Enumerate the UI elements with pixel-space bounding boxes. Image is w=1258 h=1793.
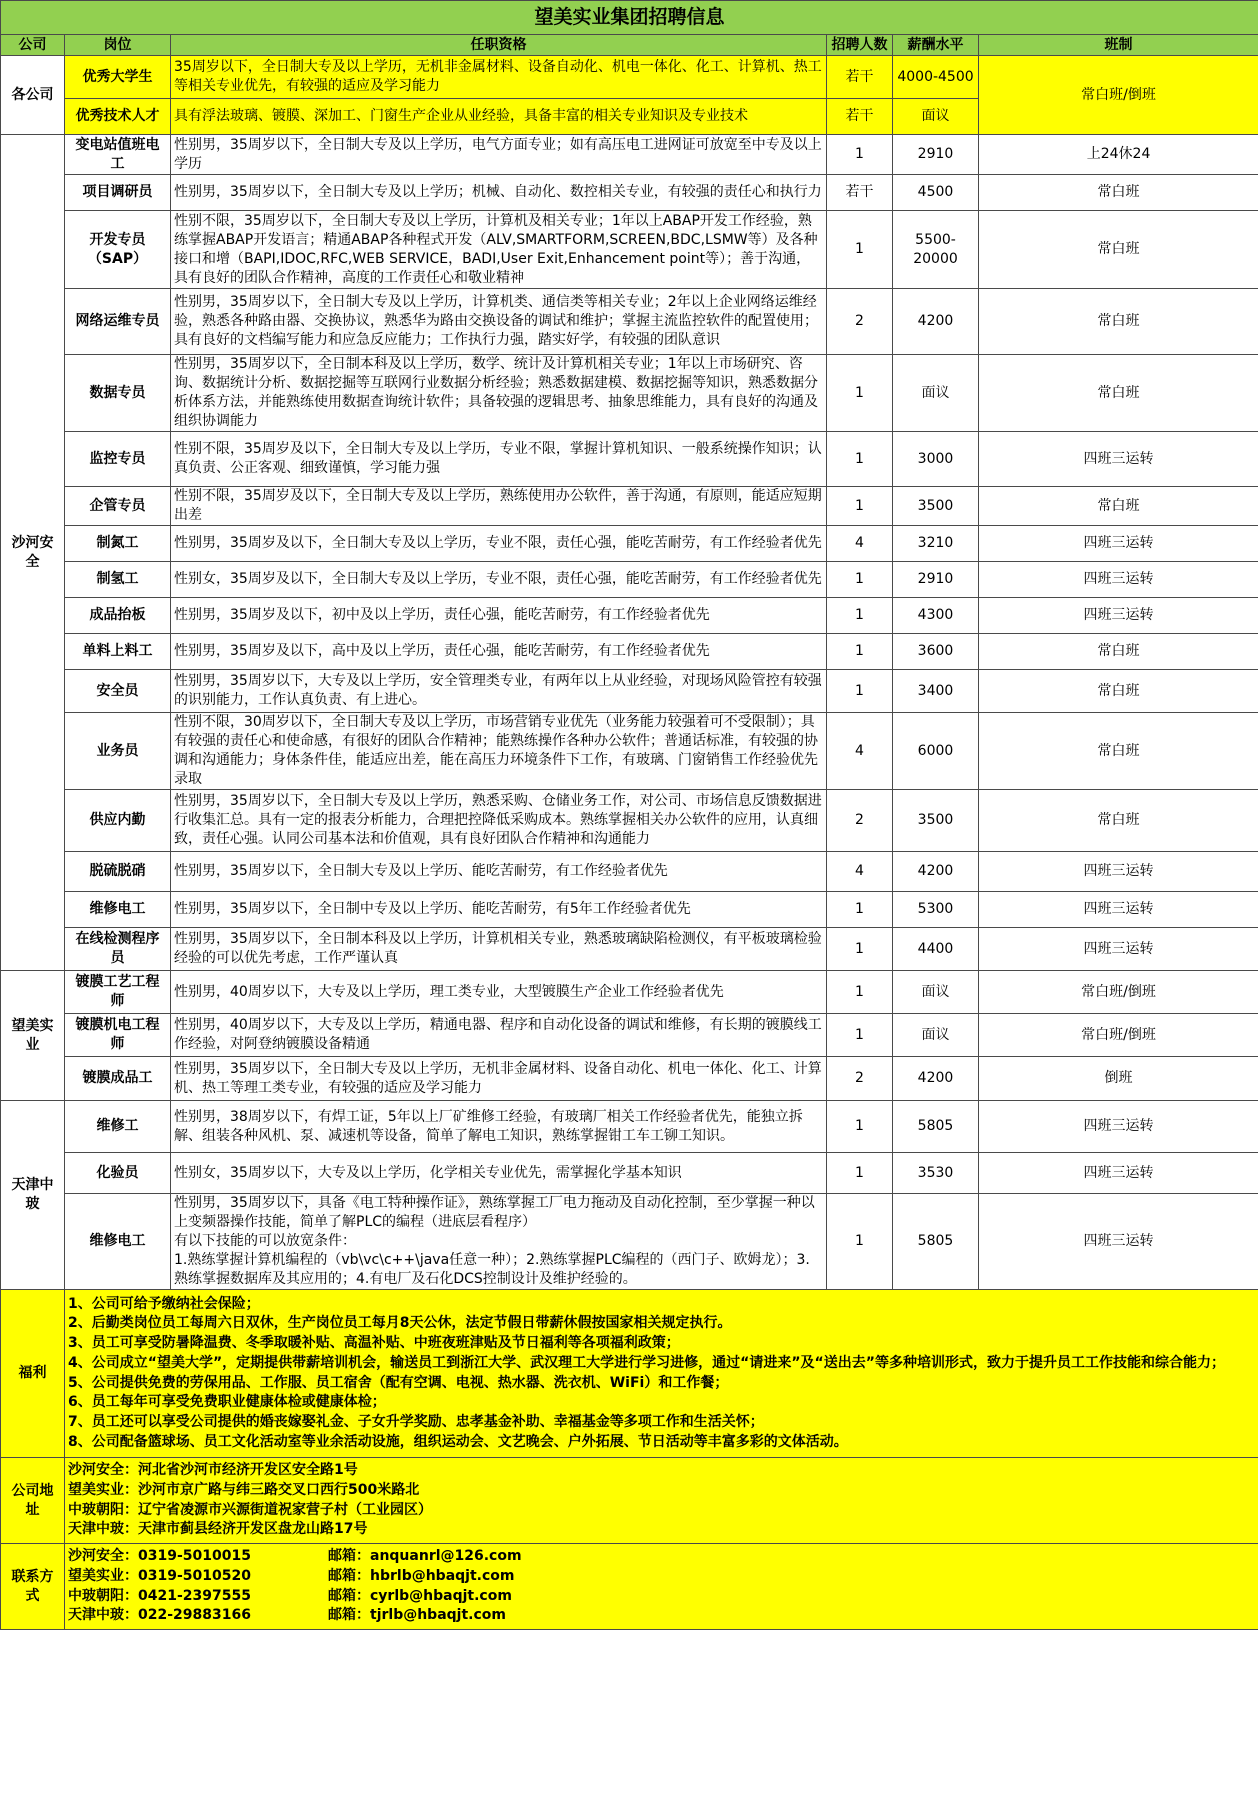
requirements-cell: 性别男，35周岁及以下，高中及以上学历，责任心强，能吃苦耐劳，有工作经验者优先 [171,634,827,670]
position-cell: 制氮工 [65,526,171,562]
welfare-item: 1、公司可给予缴纳社会保险； [68,1295,260,1312]
requirements-cell: 性别男，35周岁以下，大专及以上学历，安全管理类专业，有两年以上从业经验，对现场风险管控有较强的识别能力，工作认真负责、有上进心。 [171,670,827,713]
address-item: 天津中玻：天津市蓟县经济开发区盘龙山路17号 [68,1521,368,1538]
address-item: 中玻朝阳：辽宁省凌源市兴源街道祝家营子村（工业园区） [68,1501,432,1518]
requirements-cell: 性别男，35周岁以下，具备《电工特种操作证》，熟练掌握工厂电力拖动及自动化控制，至少掌握一种以上变频器操作技能，简单了解PLC的编程（进底层看程序） 有以下技能的可以放宽条件： 1.熟练掌握计算机编程的（vb\vc\c++\java任意一种）；2.熟练掌握PLC编程的（西门子、欧姆龙）；3.熟练掌握数据库及其应用的；4.有电厂及石化DCS控制设计及维护经验的。 [171,1194,827,1290]
count-cell: 1 [827,487,893,526]
welfare-item: 5、公司提供免费的劳保用品、工作服、员工宿舍（配有空调、电视、热水器、洗衣机、WiFi）和工作餐； [68,1374,729,1391]
position-cell: 成品抬板 [65,598,171,634]
page-title: 望美实业集团招聘信息 [1,1,1258,35]
salary-cell: 4200 [893,289,979,355]
salary-cell: 5500-20000 [893,211,979,289]
count-cell: 2 [827,289,893,355]
contact-label: 联系方式 [1,1544,65,1630]
shift-cell: 常白班/倒班 [979,56,1258,135]
contact-email[interactable]: 邮箱：anquanrl@126.com [328,1548,522,1565]
shift-cell: 四班三运转 [979,526,1258,562]
count-cell: 4 [827,852,893,892]
position-cell: 供应内勤 [65,790,171,852]
company-cell: 各公司 [1,56,65,135]
table-row [1,670,1258,713]
count-cell: 1 [827,892,893,928]
address-label: 公司地址 [1,1458,65,1544]
count-cell: 2 [827,1057,893,1101]
requirements-cell: 性别不限，35周岁以下，全日制大专及以上学历，计算机及相关专业；1年以上ABAP开发工作经验，熟练掌握ABAP开发语言；精通ABAP各种程式开发（ALV,SMARTFORM,SCREEN,BDC,LSMW等）及各种接口和增（BAPI,IDOC,RFC,WEB SERVICE，BADI,User Exit,Enhancement point等）；善于沟通，具有良好的团队合作精神，高度的工作责任心和敬业精神 [171,211,827,289]
shift-cell: 常白班 [979,211,1258,289]
contact-item [68,1587,1254,1607]
company-cell: 望美实业 [1,971,65,1101]
requirements-cell: 性别不限，35周岁及以下，全日制大专及以上学历，熟练使用办公软件，善于沟通，有原则，能适应短期出差 [171,487,827,526]
requirements-cell: 性别女，35周岁及以下，全日制大专及以上学历，专业不限，责任心强，能吃苦耐劳，有工作经验者优先 [171,562,827,598]
requirements-cell: 性别男，35周岁以下，全日制本科及以上学历，计算机相关专业，熟悉玻璃缺陷检测仪，有平板玻璃检验经验的可以优先考虑，工作严谨认真 [171,928,827,971]
shift-cell: 常白班 [979,289,1258,355]
salary-cell: 3000 [893,432,979,487]
position-cell: 监控专员 [65,432,171,487]
company-cell: 天津中玻 [1,1101,65,1290]
count-cell: 1 [827,928,893,971]
contact-list [65,1544,1258,1630]
salary-cell: 3530 [893,1153,979,1194]
salary-cell: 4200 [893,1057,979,1101]
count-cell: 1 [827,1101,893,1153]
position-cell: 开发专员（SAP） [65,211,171,289]
table-row [1,175,1258,211]
welfare-item: 4、公司成立“望美大学”，定期提供带薪培训机会，输送员工到浙江大学、武汉理工大学进行学习进修，通过“请进来”及“送出去”等多种培训形式，致力于提升员工工作技能和综合能力； [68,1354,1225,1371]
count-cell: 4 [827,526,893,562]
address-row [1,1458,1258,1544]
shift-cell: 四班三运转 [979,1101,1258,1153]
count-cell: 1 [827,1194,893,1290]
table-row [1,971,1258,1014]
address-item: 望美实业：沙河市京广路与纬三路交叉口西行500米路北 [68,1481,420,1498]
table-row [1,1101,1258,1153]
count-cell: 1 [827,670,893,713]
requirements-cell: 具有浮法玻璃、镀膜、深加工、门窗生产企业从业经验，具备丰富的相关专业知识及专业技术 [171,99,827,135]
header-requirements: 任职资格 [171,35,827,56]
count-cell: 1 [827,598,893,634]
shift-cell: 四班三运转 [979,562,1258,598]
position-cell: 维修电工 [65,892,171,928]
count-cell: 1 [827,562,893,598]
table-row [1,1194,1258,1290]
table-row [1,892,1258,928]
table-row [1,56,1258,99]
position-cell: 业务员 [65,713,171,790]
requirements-cell: 性别男，35周岁以下，全日制中专及以上学历、能吃苦耐劳，有5年工作经验者优先 [171,892,827,928]
salary-cell: 4200 [893,852,979,892]
shift-cell: 四班三运转 [979,432,1258,487]
salary-cell: 5300 [893,892,979,928]
table-row [1,355,1258,432]
shift-cell: 上24休24 [979,135,1258,175]
table-row [1,598,1258,634]
shift-cell: 常白班/倒班 [979,1014,1258,1057]
count-cell: 若干 [827,99,893,135]
count-cell: 1 [827,971,893,1014]
salary-cell: 3600 [893,634,979,670]
requirements-cell: 性别不限，35周岁及以下，全日制大专及以上学历，专业不限，掌握计算机知识、一般系统操作知识；认真负责、公正客观、细致谨慎，学习能力强 [171,432,827,487]
shift-cell: 常白班 [979,790,1258,852]
position-cell: 制氢工 [65,562,171,598]
table-row [1,289,1258,355]
table-row [1,928,1258,971]
position-cell: 项目调研员 [65,175,171,211]
count-cell: 1 [827,135,893,175]
shift-cell: 四班三运转 [979,928,1258,971]
welfare-item: 7、员工还可以享受公司提供的婚丧嫁娶礼金、子女升学奖励、忠孝基金补助、幸福基金等多项工作和生活关怀； [68,1413,764,1430]
header-position: 岗位 [65,35,171,56]
salary-cell: 3500 [893,487,979,526]
salary-cell: 3500 [893,790,979,852]
shift-cell: 常白班 [979,670,1258,713]
table-row [1,211,1258,289]
shift-cell: 四班三运转 [979,1153,1258,1194]
requirements-cell: 性别男，35周岁以下，全日制本科及以上学历，数学、统计及计算机相关专业；1年以上市场研究、咨询、数据统计分析、数据挖掘等互联网行业数据分析经验；熟悉数据建模、数据挖掘等知识，熟悉数据分析体系方法，并能熟练使用数据查询统计软件；具备较强的逻辑思考、抽象思维能力，具有良好的沟通及组织协调能力 [171,355,827,432]
position-cell: 单料上料工 [65,634,171,670]
position-cell: 网络运维专员 [65,289,171,355]
salary-cell: 4300 [893,598,979,634]
contact-phone: 天津中玻：022-29883166 [68,1607,251,1624]
position-cell: 优秀大学生 [65,56,171,99]
address-item: 沙河安全：河北省沙河市经济开发区安全路1号 [68,1462,358,1479]
shift-cell: 常白班 [979,634,1258,670]
salary-cell: 4400 [893,928,979,971]
count-cell: 1 [827,634,893,670]
header-salary: 薪酬水平 [893,35,979,56]
welfare-item: 2、后勤类岗位员工每周六日双休，生产岗位员工每月8天公休，法定节假日带薪休假按国家相关规定执行。 [68,1315,732,1332]
salary-cell: 面议 [893,99,979,135]
welfare-label: 福利 [1,1290,65,1458]
shift-cell: 四班三运转 [979,852,1258,892]
count-cell: 1 [827,1153,893,1194]
table-row [1,135,1258,175]
position-cell: 镀膜成品工 [65,1057,171,1101]
company-cell: 沙河安全 [1,135,65,971]
position-cell: 镀膜工艺工程师 [65,971,171,1014]
position-cell: 变电站值班电工 [65,135,171,175]
salary-cell: 面议 [893,355,979,432]
table-row [1,634,1258,670]
requirements-cell: 性别男，35周岁及以下，全日制大专及以上学历，专业不限，责任心强，能吃苦耐劳，有工作经验者优先 [171,526,827,562]
table-row [1,526,1258,562]
position-cell: 维修电工 [65,1194,171,1290]
contact-phone: 望美实业：0319-5010520 [68,1567,251,1584]
welfare-row [1,1290,1258,1458]
salary-cell: 3400 [893,670,979,713]
table-row [1,1057,1258,1101]
position-cell: 企管专员 [65,487,171,526]
salary-cell: 5805 [893,1194,979,1290]
salary-cell: 2910 [893,562,979,598]
table-row [1,713,1258,790]
header-company: 公司 [1,35,65,56]
contact-row [1,1544,1258,1630]
salary-cell: 2910 [893,135,979,175]
table-row [1,432,1258,487]
requirements-cell: 性别不限，30周岁以下，全日制大专及以上学历，市场营销专业优先（业务能力较强着可不受限制）；具有较强的责任心和使命感，有很好的团队合作精神；能熟练操作各种办公软件；普通话标准，有较强的协调和沟通能力；身体条件佳，能适应出差，能在高压力环境条件下工作，有玻璃、门窗销售工作经验优先录取 [171,713,827,790]
address-list [65,1458,1258,1544]
requirements-cell: 性别女，35周岁以下，大专及以上学历，化学相关专业优先，需掌握化学基本知识 [171,1153,827,1194]
salary-cell: 3210 [893,526,979,562]
shift-cell: 常白班 [979,713,1258,790]
header-row [1,35,1258,56]
salary-cell: 面议 [893,971,979,1014]
salary-cell: 6000 [893,713,979,790]
position-cell: 维修工 [65,1101,171,1153]
position-cell: 脱硫脱硝 [65,852,171,892]
table-row [1,562,1258,598]
count-cell: 4 [827,713,893,790]
count-cell: 若干 [827,56,893,99]
shift-cell: 四班三运转 [979,1194,1258,1290]
count-cell: 若干 [827,175,893,211]
position-cell: 化验员 [65,1153,171,1194]
shift-cell: 四班三运转 [979,892,1258,928]
requirements-cell: 性别男，35周岁以下，全日制大专及以上学历；机械、自动化、数控相关专业，有较强的责任心和执行力 [171,175,827,211]
contact-email[interactable]: 邮箱：tjrlb@hbaqjt.com [328,1607,506,1624]
contact-item [68,1567,1254,1587]
shift-cell: 常白班 [979,355,1258,432]
header-shift: 班制 [979,35,1258,56]
requirements-cell: 性别男，35周岁以下，全日制大专及以上学历、能吃苦耐劳，有工作经验者优先 [171,852,827,892]
position-cell: 优秀技术人才 [65,99,171,135]
requirements-cell: 性别男，35周岁以下，全日制大专及以上学历，电气方面专业；如有高压电工进网证可放宽至中专及以上学历 [171,135,827,175]
requirements-cell: 性别男，40周岁以下，大专及以上学历，理工类专业，大型镀膜生产企业工作经验者优先 [171,971,827,1014]
welfare-item: 6、员工每年可享受免费职业健康体检或健康体检； [68,1394,386,1411]
salary-cell: 4500 [893,175,979,211]
salary-cell: 5805 [893,1101,979,1153]
shift-cell: 常白班 [979,175,1258,211]
welfare-item: 8、公司配备篮球场、员工文化活动室等业余活动设施，组织运动会、文艺晚会、户外拓展、节日活动等丰富多彩的文体活动。 [68,1433,848,1450]
requirements-cell: 性别男，35周岁以下，全日制大专及以上学历，熟悉采购、仓储业务工作，对公司、市场信息反馈数据进行收集汇总。具有一定的报表分析能力，合理把控降低采购成本。熟练掌握相关办公软件的应用，认真细致，责任心强。认同公司基本法和价值观，具有良好团队合作精神和沟通能力 [171,790,827,852]
table-row [1,852,1258,892]
requirements-cell: 性别男，38周岁以下，有焊工证，5年以上厂矿维修工经验，有玻璃厂相关工作经验者优先，能独立拆解、组装各种风机、泵、减速机等设备，简单了解电工知识，熟练掌握钳工车工铆工知识。 [171,1101,827,1153]
contact-email[interactable]: 邮箱：hbrlb@hbaqjt.com [328,1567,515,1584]
count-cell: 1 [827,211,893,289]
requirements-cell: 性别男，40周岁以下，大专及以上学历，精通电器、程序和自动化设备的调试和维修，有长期的镀膜线工作经验，对阿登纳镀膜设备精通 [171,1014,827,1057]
requirements-cell: 性别男，35周岁以下，全日制大专及以上学历，无机非金属材料、设备自动化、机电一体化、化工、计算机、热工等理工类专业，有较强的适应及学习能力 [171,1057,827,1101]
table-row [1,1153,1258,1194]
table-row [1,1014,1258,1057]
contact-phone: 沙河安全：0319-5010015 [68,1548,251,1565]
shift-cell: 四班三运转 [979,598,1258,634]
contact-phone: 中玻朝阳：0421-2397555 [68,1587,251,1604]
salary-cell: 面议 [893,1014,979,1057]
requirements-cell: 性别男，35周岁以下，全日制大专及以上学历，计算机类、通信类等相关专业；2年以上企业网络运维经验，熟悉各种路由器、交换协议，熟悉华为路由交换设备的调试和维护；掌握主流监控软件的配置使用；具有良好的文档编写能力和应急反应能力；工作执行力强，踏实好学，有较强的团队意识 [171,289,827,355]
shift-cell: 常白班 [979,487,1258,526]
contact-item [68,1547,1254,1567]
count-cell: 2 [827,790,893,852]
requirements-cell: 性别男，35周岁及以下，初中及以上学历，责任心强，能吃苦耐劳，有工作经验者优先 [171,598,827,634]
table-row [1,790,1258,852]
position-cell: 镀膜机电工程师 [65,1014,171,1057]
shift-cell: 常白班/倒班 [979,971,1258,1014]
count-cell: 1 [827,1014,893,1057]
header-count: 招聘人数 [827,35,893,56]
position-cell: 安全员 [65,670,171,713]
shift-cell: 倒班 [979,1057,1258,1101]
position-cell: 在线检测程序员 [65,928,171,971]
contact-email[interactable]: 邮箱：cyrlb@hbaqjt.com [328,1587,512,1604]
requirements-cell: 35周岁以下，全日制大专及以上学历，无机非金属材料、设备自动化、机电一体化、化工、计算机、热工等相关专业优先，有较强的适应及学习能力 [171,56,827,99]
welfare-list [65,1290,1258,1458]
table-row [1,487,1258,526]
welfare-item: 3、员工可享受防暑降温费、冬季取暖补贴、高温补贴、中班夜班津贴及节日福利等各项福利政策； [68,1335,680,1352]
count-cell: 1 [827,355,893,432]
position-cell: 数据专员 [65,355,171,432]
count-cell: 1 [827,432,893,487]
salary-cell: 4000-4500 [893,56,979,99]
contact-item [68,1606,1254,1626]
